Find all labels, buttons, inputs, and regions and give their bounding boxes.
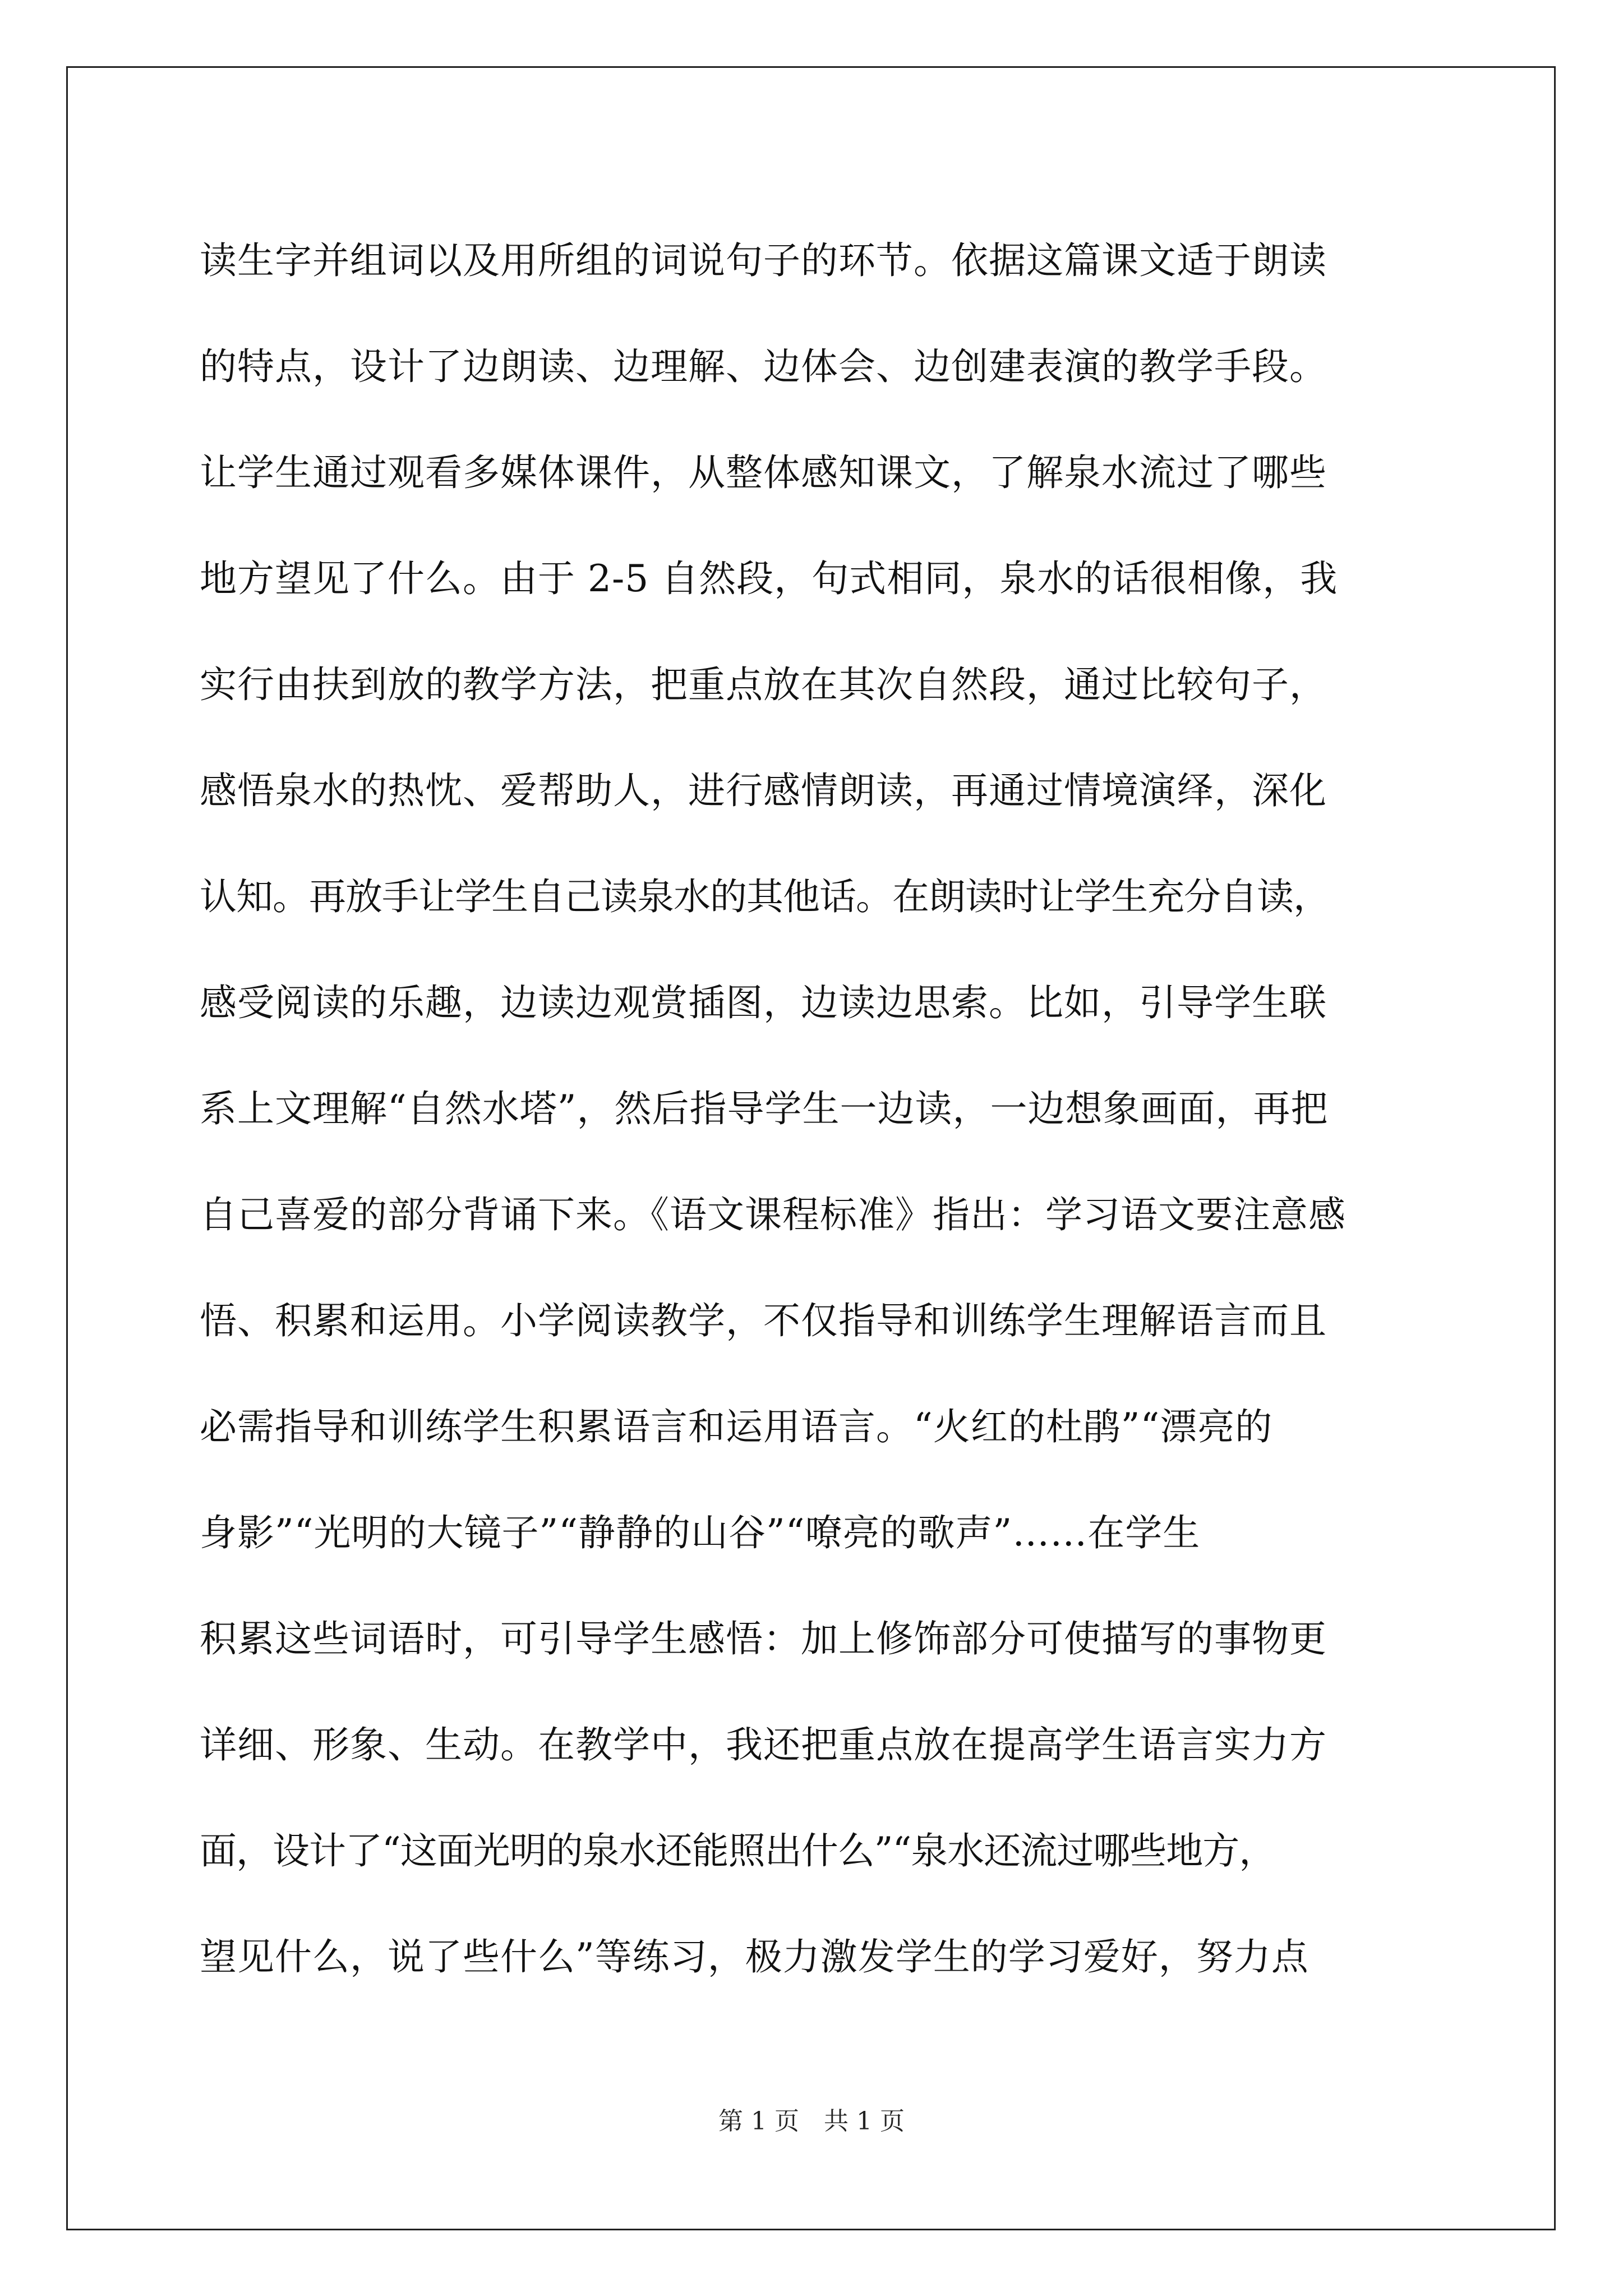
text-line: 积累这些词语时，可引导学生感悟：加上修饰部分可使描写的事物更 bbox=[200, 1617, 1327, 1660]
text-line: 实行由扶到放的教学方法，把重点放在其次自然段，通过比较句子， bbox=[200, 663, 1327, 706]
text-line: 详细、形象、生动。在教学中，我还把重点放在提高学生语言实力方 bbox=[200, 1723, 1327, 1766]
text-line: 让学生通过观看多媒体课件，从整体感知课文，了解泉水流过了哪些 bbox=[200, 451, 1327, 494]
text-line: 感受阅读的乐趣，边读边观赏插图，边读边思索。比如，引导学生联 bbox=[200, 981, 1327, 1024]
text-line: 悟、积累和运用。小学阅读教学，不仅指导和训练学生理解语言而且 bbox=[200, 1299, 1327, 1342]
text-line: 感悟泉水的热忱、爱帮助人，进行感情朗读，再通过情境演绎，深化 bbox=[200, 769, 1327, 812]
text-line: 读生字并组词以及用所组的词说句子的环节。依据这篇课文适于朗读 bbox=[200, 239, 1327, 282]
text-line: 自己喜爱的部分背诵下来。《语文课程标准》指出：学习语文要注意感 bbox=[200, 1193, 1346, 1236]
text-line: 的特点，设计了边朗读、边理解、边体会、边创建表演的教学手段。 bbox=[200, 345, 1327, 388]
text-line: 必需指导和训练学生积累语言和运用语言。“火红的杜鹃”“漂亮的 bbox=[200, 1405, 1273, 1448]
text-line: 面，设计了“这面光明的泉水还能照出什么”“泉水还流过哪些地方， bbox=[200, 1829, 1276, 1872]
text-line: 地方望见了什么。由于 2-5 自然段，句式相同，泉水的话很相像，我 bbox=[200, 557, 1338, 600]
text-line: 系上文理解“自然水塔”，然后指导学生一边读，一边想象画面，再把 bbox=[200, 1087, 1329, 1130]
text-line: 认知。再放手让学生自己读泉水的其他话。在朗读时让学生充分自读， bbox=[200, 875, 1330, 918]
body-text bbox=[200, 208, 1439, 2010]
page-number-footer: 第 1 页 共 1 页 bbox=[718, 2107, 905, 2136]
text-line: 望见什么，说了些什么”等练习，极力激发学生的学习爱好，努力点 bbox=[200, 1935, 1309, 1978]
text-line: 身影”“光明的大镜子”“静静的山谷”“嘹亮的歌声”……在学生 bbox=[200, 1511, 1201, 1554]
